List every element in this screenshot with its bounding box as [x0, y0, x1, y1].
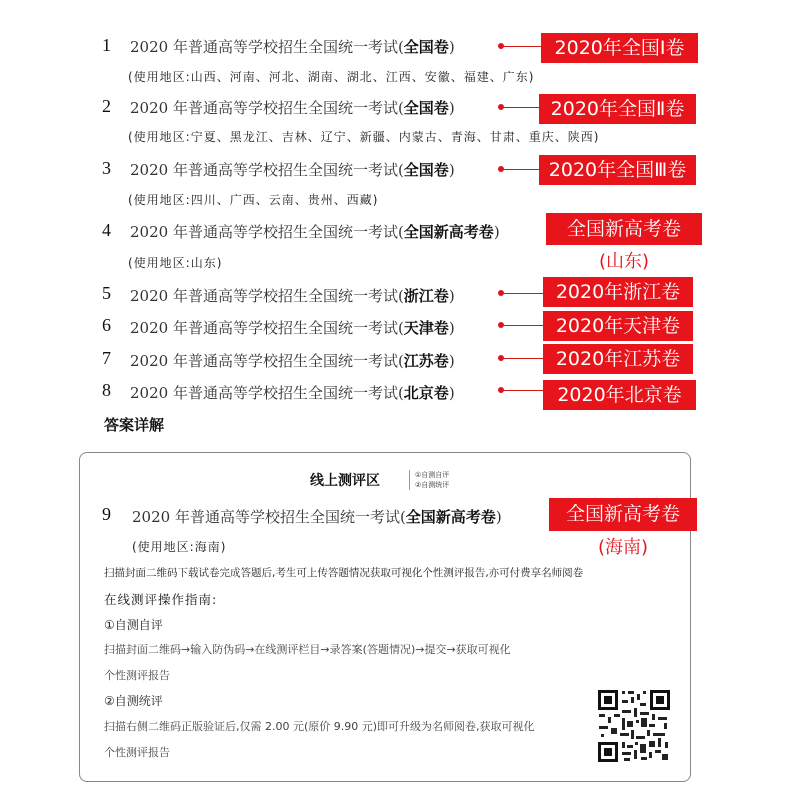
item-number: 3	[102, 158, 111, 178]
exam-title: 2020 年普通高等学校招生全国统一考试(全国卷)	[130, 99, 455, 117]
exam-title: 2020 年普通高等学校招生全国统一考试(北京卷)	[130, 384, 455, 402]
exam-title: 2020 年普通高等学校招生全国统一考试(全国卷)	[130, 161, 455, 179]
item-number: 7	[102, 348, 111, 368]
exam-tag: 2020年浙江卷	[543, 277, 693, 307]
connector-line	[503, 358, 543, 359]
item-number: 8	[102, 380, 111, 400]
item-number: 9	[102, 504, 111, 524]
exam-tag: 2020年全国Ⅲ卷	[539, 155, 696, 185]
step2-line2: 个性测评报告	[104, 746, 170, 759]
divider	[409, 470, 410, 490]
region-note: (使用地区:四川、广西、云南、贵州、西藏)	[128, 193, 379, 207]
exam-tag: 2020年全国Ⅰ卷	[541, 33, 698, 63]
item-number: 6	[102, 315, 111, 335]
region-note: (使用地区:山西、河南、河北、湖南、湖北、江西、安徽、福建、广东)	[128, 70, 535, 84]
exam-tag-sub: (海南)	[597, 537, 649, 558]
step2-line1: 扫描右侧二维码正版验证后,仅需 2.00 元(原价 9.90 元)即可升级为名师阅卷,获取可视化	[104, 720, 535, 733]
item-number: 4	[102, 220, 111, 240]
item-number: 5	[102, 283, 111, 303]
exam-title: 2020 年普通高等学校招生全国统一考试(江苏卷)	[130, 352, 455, 370]
panel-subtitle-2: ②自测统评	[415, 481, 450, 489]
connector-line	[503, 390, 543, 391]
exam-tag: 2020年北京卷	[543, 380, 696, 410]
region-note: (使用地区:海南)	[132, 540, 227, 554]
region-note: (使用地区:山东)	[128, 256, 223, 270]
exam-title: 2020 年普通高等学校招生全国统一考试(天津卷)	[130, 319, 455, 337]
step1-line1: 扫描封面二维码→输入防伪码→在线测评栏目→录答案(答题情况)→提交→获取可视化	[104, 643, 511, 656]
exam-tag: 2020年全国Ⅱ卷	[539, 94, 696, 124]
exam-tag: 2020年天津卷	[543, 311, 693, 341]
step2-title: ②自测统评	[104, 694, 163, 708]
exam-tag: 2020年江苏卷	[543, 344, 693, 374]
exam-title: 2020 年普通高等学校招生全国统一考试(全国卷)	[130, 38, 455, 56]
item-number: 1	[102, 35, 111, 55]
scan-note: 扫描封面二维码下载试卷完成答题后,考生可上传答题情况获取可视化个性测评报告,亦可付费享名师阅卷	[104, 567, 584, 579]
exam-title: 2020 年普通高等学校招生全国统一考试(全国新高考卷)	[130, 223, 500, 241]
connector-line	[503, 325, 543, 326]
panel-subtitle-1: ①自测自评	[415, 471, 450, 479]
connector-line	[503, 107, 539, 108]
exam-tag: 全国新高考卷	[549, 498, 697, 531]
region-note: (使用地区:宁夏、黑龙江、吉林、辽宁、新疆、内蒙古、青海、甘肃、重庆、陕西)	[128, 130, 600, 144]
qr-code[interactable]	[596, 688, 672, 764]
exam-title: 2020 年普通高等学校招生全国统一考试(全国新高考卷)	[132, 508, 502, 526]
connector-line	[503, 46, 541, 47]
answers-heading: 答案详解	[104, 416, 165, 434]
step1-line2: 个性测评报告	[104, 669, 170, 682]
panel-title: 线上测评区	[310, 473, 380, 489]
item-number: 2	[102, 96, 111, 116]
connector-line	[503, 293, 543, 294]
guide-title: 在线测评操作指南:	[104, 592, 218, 607]
step1-title: ①自测自评	[104, 618, 163, 632]
exam-tag: 全国新高考卷	[546, 213, 702, 245]
exam-title: 2020 年普通高等学校招生全国统一考试(浙江卷)	[130, 287, 455, 305]
connector-line	[503, 169, 539, 170]
exam-tag-sub: (山东)	[598, 251, 650, 272]
qr-code-icon	[596, 688, 672, 764]
